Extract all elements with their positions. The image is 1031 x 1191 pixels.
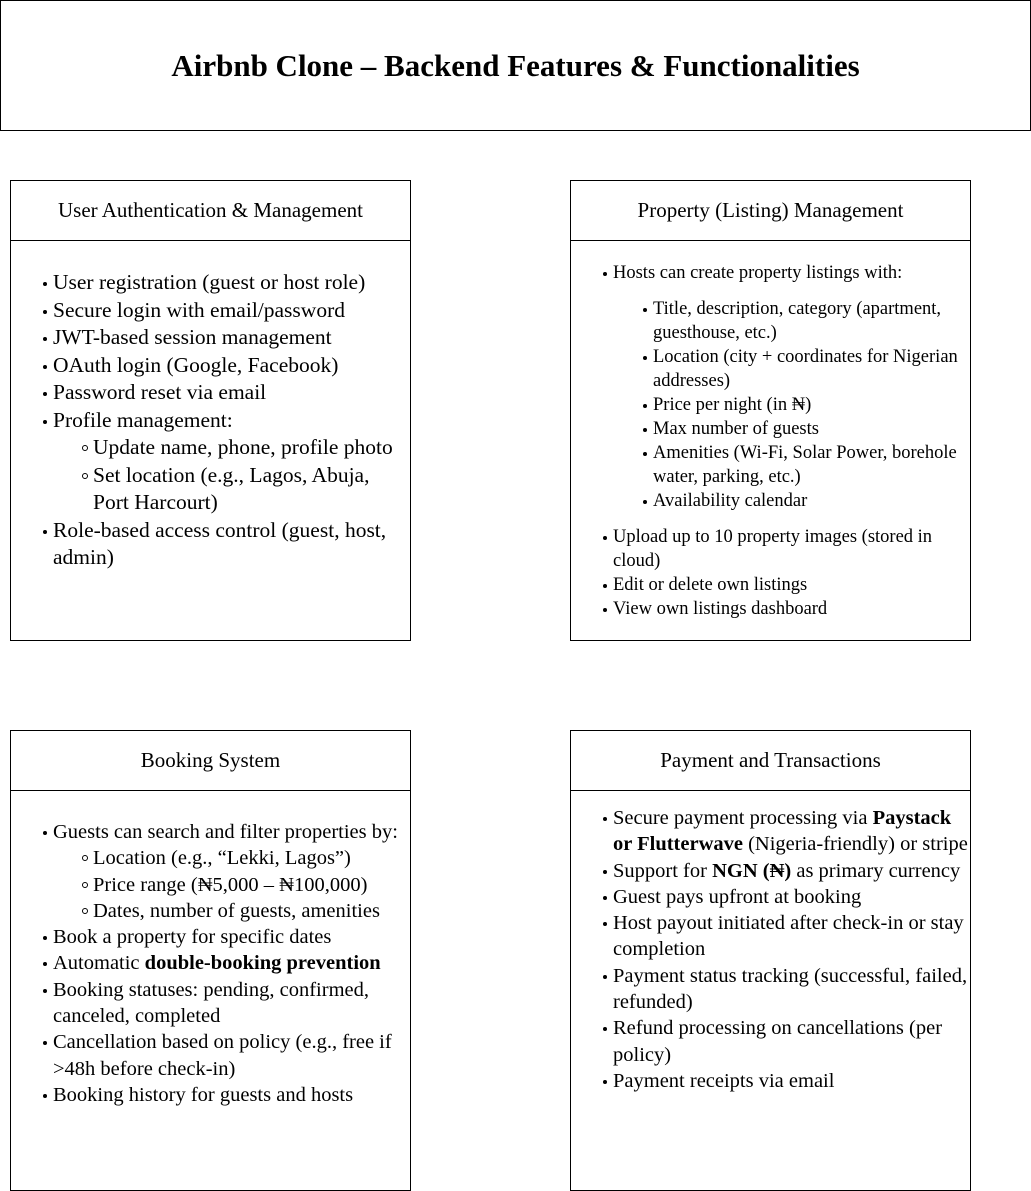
list-item-label: Profile management:	[53, 407, 233, 432]
list-item: Secure login with email/password	[53, 297, 410, 325]
list-item: Upload up to 10 property images (stored in cloud)	[613, 525, 970, 573]
list-item	[53, 819, 410, 924]
auth-feature-list	[53, 269, 410, 572]
sub-list-item: Availability calendar	[653, 489, 970, 513]
list-item: JWT-based session management	[53, 324, 410, 352]
card-booking-system	[10, 730, 411, 1191]
list-item-text: Automatic	[53, 952, 145, 975]
sub-list-item: Price range (₦5,000 – ₦100,000)	[93, 872, 410, 898]
list-item: Booking statuses: pending, confirmed, canceled, completed	[53, 977, 410, 1030]
payment-feature-list	[613, 805, 970, 1094]
list-item: Guest pays upfront at booking	[613, 884, 970, 910]
list-item-label: Hosts can create property listings with:	[613, 263, 903, 283]
list-item: Cancellation based on policy (e.g., free if >48h before check-in)	[53, 1029, 410, 1082]
list-item: Payment status tracking (successful, failed, refunded)	[613, 963, 970, 1016]
emphasis-text: NGN (₦)	[712, 859, 792, 882]
sub-list-item: Price per night (in ₦)	[653, 393, 970, 417]
profile-sub-list	[53, 434, 410, 517]
list-item: Book a property for specific dates	[53, 924, 410, 950]
emphasis-text: Paystack or Flutterwave	[613, 807, 952, 856]
sub-list-item: Title, description, category (apartment, guesthouse, etc.)	[653, 297, 970, 345]
listing-feature-list	[613, 261, 970, 621]
list-item	[613, 261, 970, 525]
card-property-management	[570, 180, 971, 641]
list-item	[613, 858, 970, 884]
list-item-label: Guests can search and filter properties by:	[53, 821, 398, 843]
list-item	[613, 805, 970, 858]
title-box	[0, 0, 1031, 131]
list-item	[53, 950, 410, 976]
page-title: Airbnb Clone – Backend Features & Functionalities	[171, 47, 860, 83]
sub-list-item: Update name, phone, profile photo	[93, 434, 410, 462]
card-heading: User Authentication & Management	[11, 181, 410, 241]
list-item: View own listings dashboard	[613, 597, 970, 621]
list-item-text: Secure payment processing via	[613, 807, 873, 829]
card-heading: Booking System	[11, 731, 410, 791]
sub-list-item: Max number of guests	[653, 417, 970, 441]
list-item: Password reset via email	[53, 379, 410, 407]
list-item: User registration (guest or host role)	[53, 269, 410, 297]
list-item: OAuth login (Google, Facebook)	[53, 352, 410, 380]
card-user-authentication	[10, 180, 411, 641]
filter-sub-list	[53, 845, 410, 924]
emphasis-text: double-booking prevention	[144, 952, 381, 975]
list-item: Role-based access control (guest, host, admin)	[53, 517, 410, 572]
card-payment-transactions	[570, 730, 971, 1191]
card-heading: Property (Listing) Management	[571, 181, 970, 241]
list-item-text: (Nigeria-friendly) or stripe	[742, 833, 968, 856]
card-heading: Payment and Transactions	[571, 731, 970, 791]
booking-feature-list	[53, 819, 410, 1108]
listing-attributes-list	[613, 285, 970, 525]
sub-list-item: Amenities (Wi-Fi, Solar Power, borehole water, parking, etc.)	[653, 441, 970, 489]
sub-list-item: Location (city + coordinates for Nigerian addresses)	[653, 345, 970, 393]
list-item: Edit or delete own listings	[613, 573, 970, 597]
list-item-text: Support for	[613, 859, 713, 882]
list-item: Host payout initiated after check-in or stay completion	[613, 910, 970, 963]
sub-list-item: Location (e.g., “Lekki, Lagos”)	[93, 845, 410, 871]
sub-list-item: Dates, number of guests, amenities	[93, 898, 410, 924]
list-item: Payment receipts via email	[613, 1068, 970, 1094]
list-item: Booking history for guests and hosts	[53, 1082, 410, 1108]
sub-list-item: Set location (e.g., Lagos, Abuja, Port Harcourt)	[93, 462, 410, 517]
list-item	[53, 407, 410, 517]
list-item-text: as primary currency	[791, 859, 961, 882]
list-item: Refund processing on cancellations (per policy)	[613, 1015, 970, 1068]
